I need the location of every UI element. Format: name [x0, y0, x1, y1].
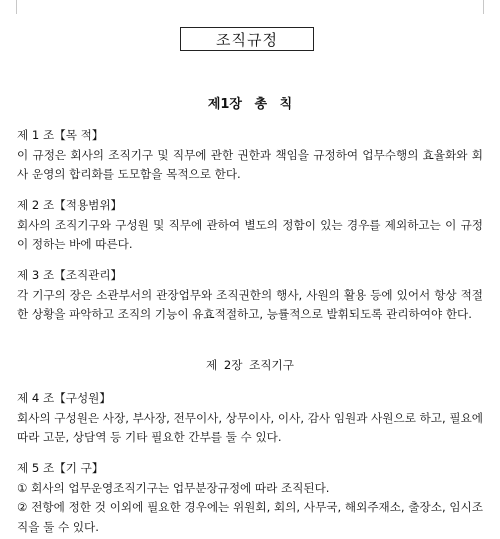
- article-5: [17, 459, 483, 537]
- article-3: [17, 266, 483, 325]
- article-1-body: 이 규정은 회사의 조직기구 및 직무에 관한 권한과 책임을 규정하여 업무수행의 효율화와 회사 운영의 합리화를 도모함을 목적으로 한다.: [17, 147, 483, 181]
- chapter-2-heading: 제 2장 조직기구: [206, 358, 294, 372]
- article-4-heading: 제 4 조【구성원】: [17, 391, 111, 405]
- article-3-heading: 제 3 조【조직관리】: [17, 268, 123, 282]
- page-corner-mark-right: [483, 0, 484, 14]
- document-title: 조직규정: [180, 27, 314, 51]
- article-4: [17, 389, 483, 448]
- article-5-heading: 제 5 조【기 구】: [17, 461, 104, 475]
- article-2-body: 회사의 조직기구와 구성원 및 직무에 관하여 별도의 정함이 있는 경우를 제외하고는 이 규정이 정하는 바에 따른다.: [17, 217, 483, 251]
- article-2: [17, 196, 483, 255]
- article-3-body: 각 기구의 장은 소관부서의 관장업무와 조직권한의 행사, 사원의 활용 등에 있어서 항상 적절한 상황을 파악하고 조직의 기능이 유효적절하고, 능률적으로 발휘되도록 관리하여야 한다.: [17, 287, 483, 321]
- article-1: [17, 126, 483, 185]
- article-2-heading: 제 2 조【적용범위】: [17, 198, 123, 212]
- article-5-item-1: ① 회사의 업무운영조직기구는 업무분장규정에 따라 조직된다.: [17, 480, 330, 495]
- article-1-heading: 제 1 조【목 적】: [17, 128, 104, 142]
- article-4-body: 회사의 구성원은 사장, 부사장, 전무이사, 상무이사, 이사, 감사 임원과 사원으로 하고, 필요에 따라 고문, 상담역 등 기타 필요한 간부를 둘 수 있다.: [17, 410, 483, 444]
- chapter-1-heading: 제1장 총 칙: [207, 97, 293, 112]
- article-5-item-2: ② 전항에 정한 것 이외에 필요한 경우에는 위원회, 회의, 사무국, 해외주재소, 출장소, 임시조직을 둘 수 있다.: [17, 500, 483, 534]
- page-corner-mark-left: [16, 0, 17, 14]
